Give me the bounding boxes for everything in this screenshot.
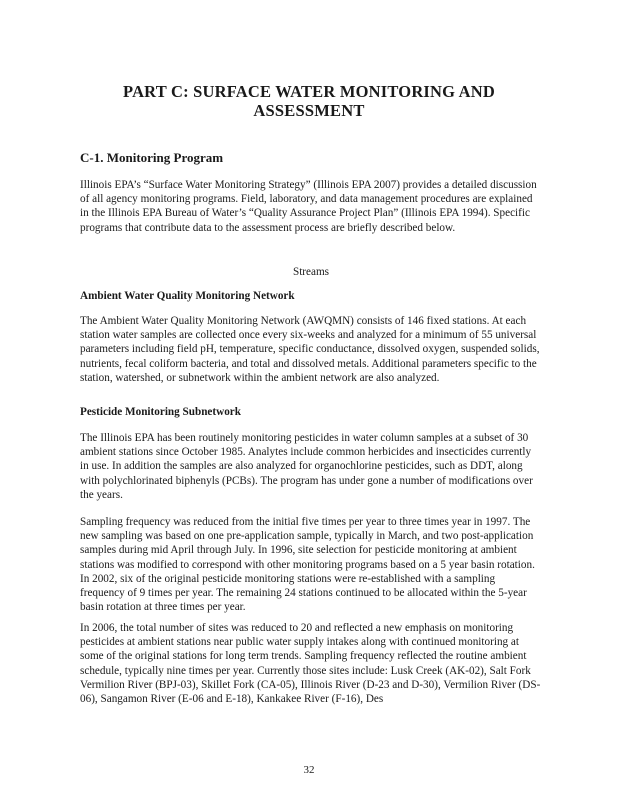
part-title-line-2: ASSESSMENT	[253, 101, 365, 120]
section-heading: C-1. Monitoring Program	[80, 150, 224, 165]
pesticide-paragraph-3: In 2006, the total number of sites was reduced to 20 and reflected a new emphasis on monitoring pesticides at ambient stations near public water supply intakes along with continued monitoring at some of the original stations for long term trends. Sampling frequency reflected the routine ambient schedule, typically nine times per year. Currently those sites include: Lusk Creek (AK-02), Salt Fork Vermilion River (BPJ-03), Skillet Fork (CA-05), Illinois River (D-23 and D-30), Vermilion River (DS-06), Sangamon River (E-06 and E-18), Kankakee River (F-16), Des	[80, 622, 541, 706]
awqmn-heading: Ambient Water Quality Monitoring Network	[80, 290, 295, 302]
pesticide-paragraph-1: The Illinois EPA has been routinely monitoring pesticides in water column samples at a subset of 30 ambient stations since October 1985. Analytes include common herbicides and insecticides currently in use. In addition the samples are also analyzed for organochlorine pesticides, such as DDT, along with polychlorinated biphenyls (PCBs). The program has under gone a number of modifications over the years.	[80, 432, 533, 501]
pesticide-paragraph-2: Sampling frequency was reduced from the initial five times per year to three times year in 1997. The new sampling was based on one pre-application sample, typically in March, and two post-application samples during mid April through July. In 1996, site selection for pesticide monitoring at ambient stations was modified to correspond with other monitoring programs based on a 5 year basin rotation. In 2002, six of the original pesticide monitoring stations were re-established with a sampling frequency of 9 times per year. The remaining 24 stations continued to be allocated within the 5-year basin rotation at three times per year.	[80, 516, 535, 614]
part-title	[60, 82, 558, 120]
page-number: 32	[303, 764, 315, 776]
pesticide-heading: Pesticide Monitoring Subnetwork	[80, 406, 241, 418]
awqmn-paragraph: The Ambient Water Quality Monitoring Network (AWQMN) consists of 146 fixed stations. At each station water samples are collected once every six-weeks and analyzed for a minimum of 55 universal parameters including field pH, temperature, specific conductance, dissolved oxygen, suspended solids, nutrients, fecal coliform bacteria, and total and dissolved metals. Additional parameters specific to the station, watershed, or subnetwork within the ambient network are also analyzed.	[80, 315, 540, 384]
streams-heading: Streams	[292, 266, 330, 278]
intro-paragraph: Illinois EPA’s “Surface Water Monitoring Strategy” (Illinois EPA 2007) provides a detailed discussion of all agency monitoring programs. Field, laboratory, and data management procedures are explained in the Illinois EPA Bureau of Water’s “Quality Assurance Project Plan” (Illinois EPA 1994). Specific programs that contribute data to the assessment process are briefly described below.	[80, 179, 537, 234]
part-title-line-1: PART C: SURFACE WATER MONITORING AND	[123, 82, 495, 101]
